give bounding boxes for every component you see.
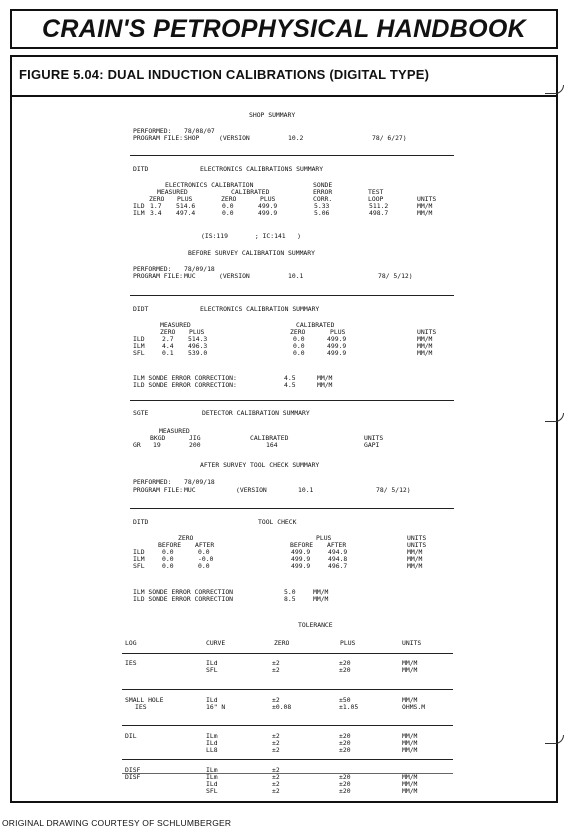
row-name: GR xyxy=(133,441,141,449)
cell: 5.06 xyxy=(314,209,330,217)
cell: 499.9 xyxy=(291,548,311,556)
cell: -0.0 xyxy=(198,555,214,563)
section-heading: ELECTRONICS CALIBRATIONS SUMMARY xyxy=(200,165,324,173)
column-header: UNITS xyxy=(402,639,422,647)
cell: LL8 xyxy=(206,746,218,754)
cell: 494.8 xyxy=(328,555,348,563)
cell: MM/M xyxy=(402,787,418,795)
cell: MM/M xyxy=(402,696,418,704)
performed-label: PERFORMED: xyxy=(133,127,172,135)
cell: ±0.08 xyxy=(272,703,292,711)
cell: 0.0 xyxy=(293,335,305,343)
correction-value: 8.5 xyxy=(284,595,296,603)
log-name: DIL xyxy=(125,732,137,740)
shop-summary-heading: SHOP SUMMARY xyxy=(249,111,296,119)
section-heading: DETECTOR CALIBRATION SUMMARY xyxy=(202,409,310,417)
cell: MM/M xyxy=(402,773,418,781)
column-header: MEASURED xyxy=(159,427,190,435)
row-name: ILD xyxy=(133,548,145,556)
divider xyxy=(122,759,453,760)
divider xyxy=(130,155,454,156)
column-header: CALIBRATED xyxy=(250,434,289,442)
performed-date: 78/09/18 xyxy=(184,265,215,273)
cell: 0.0 xyxy=(162,548,174,556)
log-name: DISF xyxy=(125,766,141,774)
row-name: ILD xyxy=(133,335,145,343)
column-header: UNITS xyxy=(364,434,384,442)
column-header: UNITS xyxy=(407,534,427,542)
cell: MM/M xyxy=(417,342,433,350)
version-number: 10.1 xyxy=(288,272,304,280)
cell: ±20 xyxy=(339,773,351,781)
column-header: ELECTRONICS CALIBRATION xyxy=(165,181,254,189)
version-number: 10.2 xyxy=(288,134,304,142)
cell: OHMS.M xyxy=(402,703,426,711)
cell: ILd xyxy=(206,659,218,667)
cell: ILm xyxy=(206,766,218,774)
cell: ±2 xyxy=(272,780,280,788)
cell: ILd xyxy=(206,739,218,747)
column-header: UNITS xyxy=(417,195,437,203)
column-header: ERROR xyxy=(313,188,333,196)
column-header: UNITS xyxy=(417,328,437,336)
correction-units: MM/M xyxy=(313,595,329,603)
cell: MM/M xyxy=(402,739,418,747)
column-header: PLUS xyxy=(316,534,332,542)
column-header: LOG xyxy=(125,639,137,647)
program-file: MUC xyxy=(184,486,196,494)
column-header: AFTER xyxy=(327,541,347,549)
courtesy-note: ORIGINAL DRAWING COURTESY OF SCHLUMBERGER xyxy=(2,818,232,828)
correction-units: MM/M xyxy=(317,381,333,389)
section-heading: ELECTRONICS CALIBRATION SUMMARY xyxy=(200,305,320,313)
cell: 0.0 xyxy=(222,209,234,217)
tool-code: DITD xyxy=(133,165,149,173)
cell: ±2 xyxy=(272,739,280,747)
cell: ±2 xyxy=(272,787,280,795)
column-header: ZERO xyxy=(160,328,176,336)
cell: ±20 xyxy=(339,746,351,754)
cell: 499.9 xyxy=(327,342,347,350)
row-name: ILM xyxy=(133,555,145,563)
performed-date: 78/08/07 xyxy=(184,127,215,135)
cell: ±2 xyxy=(272,766,280,774)
log-name: IES xyxy=(135,703,147,711)
cell: ±50 xyxy=(339,696,351,704)
row-name: SFL xyxy=(133,349,145,357)
cell: 514.3 xyxy=(188,335,208,343)
program-file: MUC xyxy=(184,272,196,280)
correction-label: ILM SONDE ERROR CORRECTION: xyxy=(133,374,237,382)
cell: GAPI xyxy=(364,441,380,449)
cell: 164 xyxy=(266,441,278,449)
version-date: 78/ 5/12) xyxy=(378,272,413,280)
cell: ILm xyxy=(206,732,218,740)
version-number: 10.1 xyxy=(298,486,314,494)
figure-caption: FIGURE 5.04: DUAL INDUCTION CALIBRATIONS (DIGITAL TYPE) xyxy=(19,67,430,82)
performed-date: 78/09/18 xyxy=(184,478,215,486)
column-header: JIG xyxy=(189,434,201,442)
cell: 0.0 xyxy=(162,555,174,563)
cell: 1.7 xyxy=(150,202,162,210)
cell: 498.7 xyxy=(369,209,389,217)
handbook-title: CRAIN'S PETROPHYSICAL HANDBOOK xyxy=(42,15,526,43)
cell: ±2 xyxy=(272,659,280,667)
cell: 494.9 xyxy=(328,548,348,556)
correction-value: 5.0 xyxy=(284,588,296,596)
cell: MM/M xyxy=(407,548,423,556)
cell: 514.6 xyxy=(176,202,196,210)
cell: ILd xyxy=(206,780,218,788)
cell: ±20 xyxy=(339,666,351,674)
cell: ±20 xyxy=(339,739,351,747)
cell: 200 xyxy=(189,441,201,449)
cell: 0.0 xyxy=(293,349,305,357)
cell: MM/M xyxy=(417,202,433,210)
correction-units: MM/M xyxy=(313,588,329,596)
cell: MM/M xyxy=(402,780,418,788)
cell: 2.7 xyxy=(162,335,174,343)
column-header: ZERO xyxy=(290,328,306,336)
divider xyxy=(130,295,454,296)
correction-value: 4.5 xyxy=(284,374,296,382)
cell: 4.4 xyxy=(162,342,174,350)
cell: 0.0 xyxy=(222,202,234,210)
divider xyxy=(122,689,453,690)
cell: 499.9 xyxy=(327,335,347,343)
tool-code: DITD xyxy=(133,518,149,526)
cell: ±20 xyxy=(339,732,351,740)
column-header: MEASURED xyxy=(160,321,191,329)
cell: SFL xyxy=(206,787,218,795)
cell: 511.2 xyxy=(369,202,389,210)
cell: ILm xyxy=(206,773,218,781)
cell: SFL xyxy=(206,666,218,674)
column-header: CORR. xyxy=(313,195,333,203)
cell: MM/M xyxy=(417,209,433,217)
cell: 0.0 xyxy=(198,562,210,570)
row-name: ILM xyxy=(133,342,145,350)
cell: 499.9 xyxy=(258,202,278,210)
tolerance-heading: TOLERANCE xyxy=(298,621,333,629)
column-header: PLUS xyxy=(330,328,346,336)
cell: 499.9 xyxy=(327,349,347,357)
divider xyxy=(130,508,454,509)
column-header: ZERO xyxy=(178,534,194,542)
cell: MM/M xyxy=(407,555,423,563)
cell: 497.4 xyxy=(176,209,196,217)
column-header: LOOP xyxy=(368,195,384,203)
cell: MM/M xyxy=(402,746,418,754)
divider xyxy=(122,653,453,654)
divider xyxy=(122,773,453,774)
column-header: AFTER xyxy=(195,541,215,549)
column-header: BEFORE xyxy=(290,541,314,549)
log-name: DISF xyxy=(125,773,141,781)
version-label: (VERSION xyxy=(219,272,250,280)
cell: 499.9 xyxy=(291,562,311,570)
correction-label: ILM SONDE ERROR CORRECTION xyxy=(133,588,234,596)
performed-label: PERFORMED: xyxy=(133,265,172,273)
column-header: UNITS xyxy=(407,541,427,549)
column-header: ZERO xyxy=(149,195,165,203)
cell: 499.9 xyxy=(258,209,278,217)
correction-units: MM/M xyxy=(317,374,333,382)
cell: 5.33 xyxy=(314,202,330,210)
version-label: (VERSION xyxy=(219,134,250,142)
tool-code: SGTE xyxy=(133,409,149,417)
cell: MM/M xyxy=(407,562,423,570)
correction-label: ILD SONDE ERROR CORRECTION: xyxy=(133,381,237,389)
cell: MM/M xyxy=(402,666,418,674)
cell: 19 xyxy=(153,441,161,449)
version-label: (VERSION xyxy=(236,486,267,494)
cell: ILd xyxy=(206,696,218,704)
cell: 496.3 xyxy=(188,342,208,350)
column-header: PLUS xyxy=(189,328,205,336)
cell: 0.0 xyxy=(162,562,174,570)
program-file-label: PROGRAM FILE: xyxy=(133,486,184,494)
column-header: MEASURED xyxy=(157,188,188,196)
cell: ±1.05 xyxy=(339,703,359,711)
cell: 0.1 xyxy=(162,349,174,357)
row-name: SFL xyxy=(133,562,145,570)
column-header: CALIBRATED xyxy=(296,321,335,329)
log-name: IES xyxy=(125,659,137,667)
program-file-label: PROGRAM FILE: xyxy=(133,272,184,280)
log-name: SMALL HOLE xyxy=(125,696,164,704)
correction-label: ILD SONDE ERROR CORRECTION xyxy=(133,595,234,603)
cell: ±20 xyxy=(339,780,351,788)
performed-label: PERFORMED: xyxy=(133,478,172,486)
cell: ±20 xyxy=(339,659,351,667)
column-header: ZERO xyxy=(274,639,290,647)
divider xyxy=(130,400,454,401)
cell: ±2 xyxy=(272,746,280,754)
after-survey-heading: AFTER SURVEY TOOL CHECK SUMMARY xyxy=(200,461,320,469)
section-heading: TOOL CHECK xyxy=(258,518,297,526)
program-file: SHOP xyxy=(184,134,200,142)
cell: MM/M xyxy=(417,335,433,343)
row-name: ILD xyxy=(133,202,145,210)
cell: ±2 xyxy=(272,773,280,781)
column-header: PLUS xyxy=(260,195,276,203)
cell: 3.4 xyxy=(150,209,162,217)
cell: MM/M xyxy=(417,349,433,357)
cell: 496.7 xyxy=(328,562,348,570)
cell: 499.9 xyxy=(291,555,311,563)
column-header: CALIBRATED xyxy=(231,188,270,196)
before-survey-heading: BEFORE SURVEY CALIBRATION SUMMARY xyxy=(188,249,315,257)
program-file-label: PROGRAM FILE: xyxy=(133,134,184,142)
version-date: 78/ 6/27) xyxy=(372,134,407,142)
row-name: ILM xyxy=(133,209,145,217)
correction-value: 4.5 xyxy=(284,381,296,389)
version-date: 78/ 5/12) xyxy=(376,486,411,494)
cell: 0.0 xyxy=(293,342,305,350)
column-header: BKGD xyxy=(150,434,166,442)
column-header: PLUS xyxy=(340,639,356,647)
cell: 16" N xyxy=(206,703,226,711)
cell: MM/M xyxy=(402,732,418,740)
cell: ±2 xyxy=(272,666,280,674)
divider xyxy=(122,725,453,726)
cell: 539.0 xyxy=(188,349,208,357)
column-header: BEFORE xyxy=(158,541,182,549)
column-header: ZERO xyxy=(221,195,237,203)
cell: ±2 xyxy=(272,696,280,704)
cell: ±2 xyxy=(272,732,280,740)
column-header: CURVE xyxy=(206,639,226,647)
cell: MM/M xyxy=(402,659,418,667)
column-header: PLUS xyxy=(177,195,193,203)
column-header: SONDE xyxy=(313,181,333,189)
tool-code: DIDT xyxy=(133,305,149,313)
cell: 0.0 xyxy=(198,548,210,556)
cell: ±20 xyxy=(339,787,351,795)
column-header: TEST xyxy=(368,188,384,196)
is-ic-readout: (IS:119 ; IC:141 ) xyxy=(201,232,302,240)
